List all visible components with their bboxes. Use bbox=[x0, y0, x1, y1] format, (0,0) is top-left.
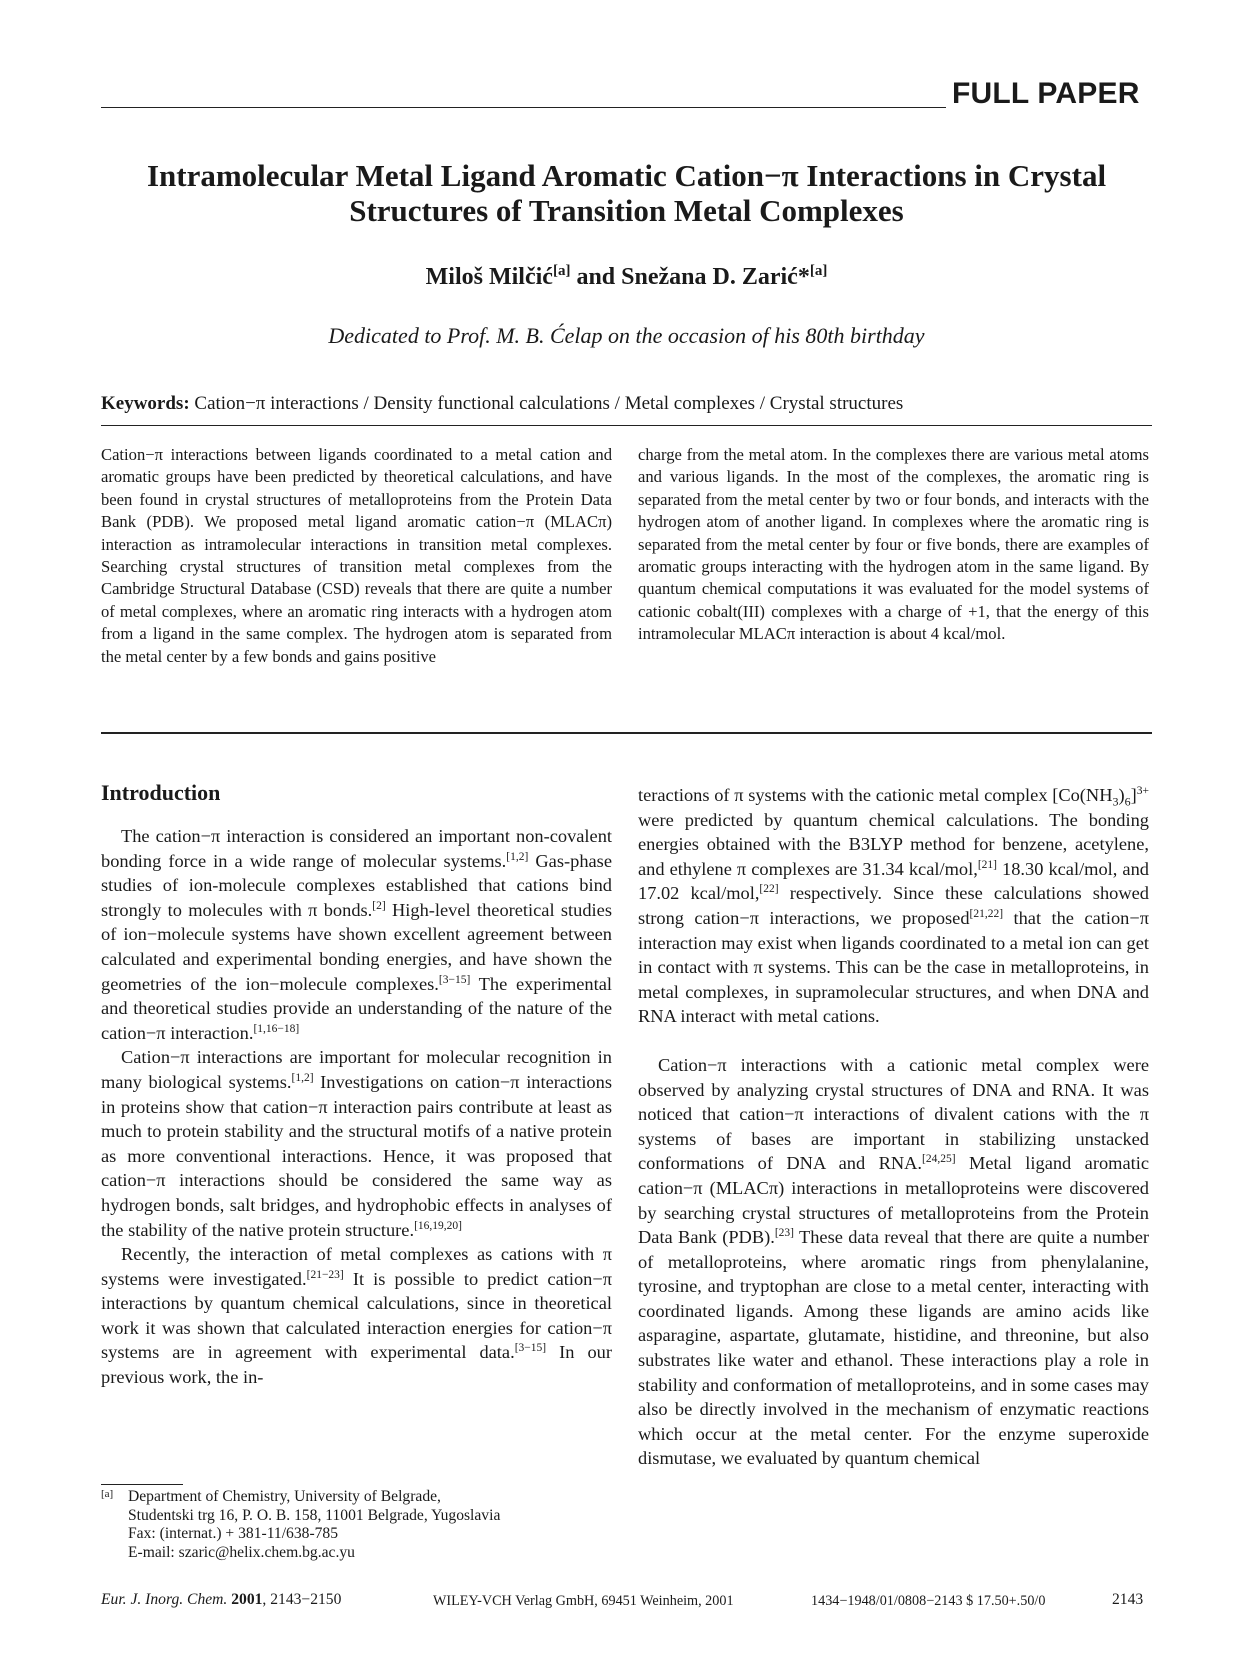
page-number: 2143 bbox=[1112, 1591, 1144, 1608]
citation: [2] bbox=[372, 899, 386, 912]
citation: [3−15] bbox=[438, 973, 471, 986]
text-run: that the cation−π interaction may exist when ligands coordinated to a metal ion can get in contact with π systems. This can be the case in metalloproteins, in metal complexes, in supramolecular structures, and when DNA and RNA interact with metal cations. bbox=[638, 907, 1149, 1027]
text-run: were predicted by quantum chemical calculations. The bonding energies obtained with the B3LYP method for benzene, acetylene, and ethylene π complexes are 31.34 kcal/mol, bbox=[638, 809, 1149, 879]
text-run: Cation−π interactions are important for molecular recognition in many biological systems. bbox=[101, 1047, 612, 1092]
text-run: The experimental and theoretical studies provide an understanding of the nature of the cation−π interaction. bbox=[101, 973, 612, 1043]
body-column-right bbox=[638, 783, 1149, 1471]
footnote-line: Fax: (internat.) + 381-11/638-785 bbox=[128, 1525, 339, 1542]
citation: [22] bbox=[759, 883, 779, 896]
affiliation-footnote bbox=[101, 1488, 612, 1562]
citation: [3−15] bbox=[514, 1342, 547, 1355]
abstract-column-left: Cation−π interactions between ligands coordinated to a metal cation and aromatic groups have been predicted by theoretical calculations, and have been found in crystal structures of metalloproteins from the Protein Data Bank (PDB). We proposed metal ligand aromatic cation−π (MLACπ) interaction as intramolecular interactions in transition metal complexes. Searching crystal structures of transition metal complexes from the Cambridge Structural Database (CSD) reveals that there are quite a number of metal complexes, where an aromatic ring interacts with a hydrogen atom from a ligand in the same complex. The hydrogen atom is separated from the metal center by a few bonds and gains positive bbox=[101, 445, 612, 666]
citation: [1,2] bbox=[291, 1071, 314, 1084]
citation: [16,19,20] bbox=[414, 1219, 462, 1232]
keywords-text: Cation−π interactions / Density functional calculations / Metal complexes / Crystal structures bbox=[194, 393, 904, 414]
text-run: It is possible to predict cation−π interactions by quantum chemical calculations, since in theoretical work it was shown that calculated interaction energies for cation−π systems are in agreement with experimental data. bbox=[101, 1268, 612, 1363]
keywords-label: Keywords: bbox=[101, 393, 190, 414]
paper-title: Intramolecular Metal Ligand Aromatic Cation−π Interactions in Crystal Structures of Transition Metal Complexes bbox=[146, 158, 1107, 228]
citation: [23] bbox=[774, 1226, 794, 1239]
dedication: Dedicated to Prof. M. B. Ćelap on the occasion of his 80th birthday bbox=[328, 323, 925, 348]
paragraph bbox=[101, 1045, 612, 1242]
citation: [1,16−18] bbox=[253, 1022, 300, 1035]
paragraph bbox=[638, 783, 1149, 1029]
subscript: 6 bbox=[1124, 794, 1131, 809]
paragraph bbox=[101, 1242, 612, 1390]
text-run: High-level theoretical studies of ion−molecule systems have shown excellent agreement between calculated and experimental bonding energies, and have shown the geometries of the ion−molecule complexes. bbox=[101, 899, 612, 994]
body-column-left bbox=[101, 824, 612, 1390]
divider bbox=[101, 425, 1152, 426]
text-run: Metal ligand aromatic cation−π (MLACπ) interactions in metalloproteins were discovered by searching crystal structures of metalloproteins from the Protein Data Bank (PDB). bbox=[638, 1153, 1149, 1248]
journal-name: Eur. J. Inorg. Chem. bbox=[101, 1591, 228, 1608]
text-run: 18.30 kcal/mol, and 17.02 kcal/mol, bbox=[638, 858, 1149, 904]
footer-code: 1434−1948/01/0808−2143 $ 17.50+.50/0 bbox=[811, 1593, 1046, 1609]
header-rule bbox=[101, 107, 946, 108]
footer-publisher: WILEY-VCH Verlag GmbH, 69451 Weinheim, 2001 bbox=[433, 1593, 734, 1609]
footnote-rule bbox=[101, 1484, 183, 1485]
text-run: ) bbox=[1118, 785, 1125, 805]
author-line bbox=[101, 263, 1152, 291]
footnote-line: Studentski trg 16, P. O. B. 158, 11001 Belgrade, Yugoslavia bbox=[128, 1506, 501, 1524]
paragraph bbox=[638, 1053, 1149, 1471]
footnote-marker: [a] bbox=[101, 1488, 114, 1500]
affiliation-marker: [a] bbox=[552, 263, 571, 279]
text-run: ] bbox=[1130, 785, 1137, 805]
author-name: Snežana D. Zarić* bbox=[621, 264, 810, 290]
text-run: These data reveal that there are quite a number of metalloproteins, where aromatic rings from phenylalanine, tyrosine, and tryptophan are close to a metal center, interacting with coordinated ligands. Among these ligands are amino acids like asparagine, aspartate, glutamate, histidine, and threonine, but also substrates like water and ethanol. These interactions play a role in stability and conformation of metalloproteins, and in some cases may also be directly involved in the mechanism of enzymatic reactions which occur at the metal center. For the enzyme superoxide dismutase, we evaluated by quantum chemical bbox=[638, 1227, 1149, 1469]
text-run: Cation−π interactions with a cationic metal complex were observed by analyzing crystal structures of DNA and RNA. It was noticed that cation−π interactions of divalent cations with the π systems of bases are important in stabilizing unstacked conformations of DNA and RNA. bbox=[638, 1054, 1149, 1174]
superscript: 3+ bbox=[1136, 784, 1149, 797]
text-run: respectively. Since these calculations showed strong cation−π interactions, we proposed bbox=[638, 883, 1149, 928]
section-heading: Introduction bbox=[101, 780, 221, 805]
divider bbox=[101, 732, 1152, 734]
text-run: Recently, the interaction of metal complexes as cations with π systems were investigated. bbox=[101, 1244, 612, 1289]
journal-pages: , 2143−2150 bbox=[262, 1591, 342, 1608]
text-run: Gas-phase studies of ion-molecule complexes established that cations bind strongly to molecules with π bonds. bbox=[101, 850, 613, 920]
text-run: Investigations on cation−π interactions in proteins show that cation−π interaction pairs contribute at least as much to protein stability and the structural motifs of a native protein as more conventional interactions. Hence, it was proposed that cation−π interactions should be considered the same way as hydrogen bonds, salt bridges, and hydrophobic effects in analyses of the stability of the native protein structure. bbox=[101, 1071, 612, 1240]
citation: [1,2] bbox=[506, 850, 529, 863]
citation: [21−23] bbox=[306, 1268, 344, 1281]
footnote-email: E-mail: szaric@helix.chem.bg.ac.yu bbox=[128, 1543, 355, 1561]
citation: [21,22] bbox=[969, 907, 1004, 920]
footnote-line: Department of Chemistry, University of Belgrade, bbox=[128, 1488, 441, 1505]
footer-citation bbox=[101, 1591, 341, 1609]
citation: [24,25] bbox=[922, 1153, 956, 1166]
text-run: teractions of π systems with the cationic metal complex [Co(NH bbox=[638, 785, 1113, 805]
paragraph bbox=[101, 824, 612, 1045]
affiliation-marker: [a] bbox=[809, 263, 828, 279]
author-name: Miloš Milčić bbox=[425, 264, 553, 290]
subscript: 3 bbox=[1112, 794, 1119, 809]
section-label: FULL PAPER bbox=[952, 77, 1140, 110]
author-connector: and bbox=[570, 264, 622, 290]
citation: [21] bbox=[977, 858, 997, 871]
keywords bbox=[101, 393, 1152, 415]
text-run: The cation−π interaction is considered an important non-covalent bonding force in a wide range of molecular systems. bbox=[101, 826, 612, 871]
journal-year: 2001 bbox=[231, 1591, 263, 1608]
text-run: In our previous work, the in- bbox=[101, 1342, 612, 1388]
abstract-column-right: charge from the metal atom. In the complexes there are various metal atoms and various ligands. In the most of the complexes, the aromatic ring is separated from the metal center by two or four bonds, and interacts with the hydrogen atom of another ligand. In complexes where the aromatic ring is separated from the metal center by four or five bonds, there are examples of aromatic groups interacting with the hydrogen atom in the same ligand. By quantum chemical computations it was evaluated for the model systems of cationic cobalt(III) complexes with a charge of +1, that the energy of this intramolecular MLACπ interaction is about 4 kcal/mol. bbox=[638, 445, 1149, 644]
